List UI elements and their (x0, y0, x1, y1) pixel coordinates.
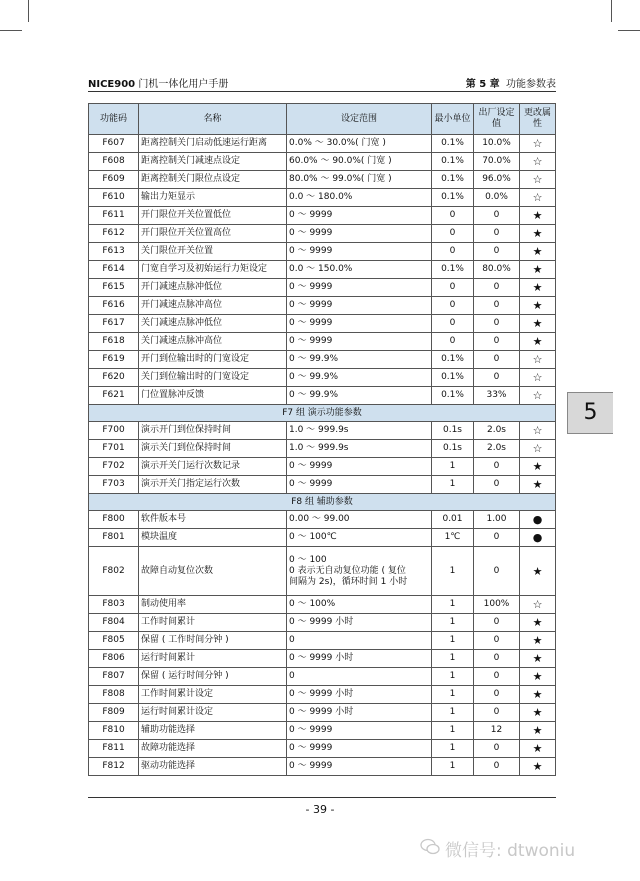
cell-attr: ★ (520, 225, 556, 243)
cell-range: 60.0% ～ 90.0%( 门宽 ) (287, 153, 432, 171)
cell-unit: 0 (432, 333, 474, 351)
cell-default: 12 (474, 722, 520, 740)
cell-attr: ☆ (520, 422, 556, 440)
cell-name: 开门减速点脉冲低位 (139, 279, 287, 297)
watermark: 微信号: dtwoniu (445, 841, 576, 861)
cell-range: 0 ～ 9999 (287, 297, 432, 315)
cell-unit: 0 (432, 243, 474, 261)
cell-unit: 0 (432, 315, 474, 333)
cell-name: 制动使用率 (139, 596, 287, 614)
cell-attr: ★ (520, 261, 556, 279)
cell-code: F800 (89, 511, 139, 529)
table-row (89, 297, 556, 315)
cell-code: F609 (89, 171, 139, 189)
cell-name: 演示开门到位保持时间 (139, 422, 287, 440)
cell-name: 关门减速点脉冲低位 (139, 315, 287, 333)
table-row (89, 351, 556, 369)
cell-unit: 0.1% (432, 153, 474, 171)
cell-attr: ★ (520, 243, 556, 261)
cell-default: 0 (474, 529, 520, 547)
cell-code: F804 (89, 614, 139, 632)
cell-default: 0 (474, 243, 520, 261)
cell-code: F621 (89, 387, 139, 405)
cell-code: F616 (89, 297, 139, 315)
group-row-f8: F8 组 辅助参数 (89, 494, 556, 511)
cell-attr: ★ (520, 668, 556, 686)
table-row (89, 722, 556, 740)
table-row (89, 261, 556, 279)
cell-unit: 1 (432, 740, 474, 758)
cell-name: 工作时间累计设定 (139, 686, 287, 704)
cell-unit: 0.1% (432, 171, 474, 189)
cell-default: 0 (474, 704, 520, 722)
cell-default: 10.0% (474, 135, 520, 153)
cell-attr: ☆ (520, 387, 556, 405)
cell-name: 距离控制关门启动低速运行距离 (139, 135, 287, 153)
cell-name: 工作时间累计 (139, 614, 287, 632)
cell-default: 1.00 (474, 511, 520, 529)
cell-default: 33% (474, 387, 520, 405)
cell-code: F619 (89, 351, 139, 369)
cell-unit: 0.01 (432, 511, 474, 529)
table-row (89, 171, 556, 189)
cell-unit: 1 (432, 704, 474, 722)
cell-unit: 0.1s (432, 422, 474, 440)
cell-range: 0 ～ 9999 小时 (287, 704, 432, 722)
cell-unit: 1 (432, 547, 474, 596)
cell-name: 开门减速点脉冲高位 (139, 297, 287, 315)
chapter-tab: 5 (567, 392, 613, 434)
page-header (88, 73, 556, 92)
cell-range: 80.0% ～ 99.0%( 门宽 ) (287, 171, 432, 189)
cell-name: 关门减速点脉冲高位 (139, 333, 287, 351)
cell-name: 模块温度 (139, 529, 287, 547)
cell-default: 0 (474, 547, 520, 596)
cell-default: 96.0% (474, 171, 520, 189)
manual-title: NICE900 门机一体化用户手册 (88, 79, 229, 90)
cell-range: 0 ～ 9999 (287, 315, 432, 333)
table-row (89, 422, 556, 440)
cell-unit: 1 (432, 650, 474, 668)
cell-unit: 0 (432, 225, 474, 243)
cell-default: 0 (474, 650, 520, 668)
cell-attr: ★ (520, 279, 556, 297)
cell-range: 0 ～ 9999 (287, 458, 432, 476)
cell-default: 80.0% (474, 261, 520, 279)
cell-name: 演示关门到位保持时间 (139, 440, 287, 458)
cell-default: 0 (474, 458, 520, 476)
table-row (89, 369, 556, 387)
cell-attr: ● (520, 511, 556, 529)
cell-code: F803 (89, 596, 139, 614)
crop-mark (618, 30, 640, 31)
cell-code: F607 (89, 135, 139, 153)
table-row (89, 387, 556, 405)
cell-unit: 1 (432, 596, 474, 614)
cell-range: 0 ～ 9999 (287, 758, 432, 776)
cell-name: 开门到位输出时的门宽设定 (139, 351, 287, 369)
cell-unit: 0.1% (432, 351, 474, 369)
cell-range: 0.0% ～ 30.0%( 门宽 ) (287, 135, 432, 153)
cell-code: F809 (89, 704, 139, 722)
cell-range: 0.0 ～ 150.0% (287, 261, 432, 279)
cell-code: F805 (89, 632, 139, 650)
cell-range: 0 ～ 99.9% (287, 387, 432, 405)
cell-code: F611 (89, 207, 139, 225)
cell-attr: ★ (520, 686, 556, 704)
crop-mark (0, 30, 22, 31)
cell-default: 0 (474, 476, 520, 494)
cell-unit: 0.1% (432, 369, 474, 387)
table-row (89, 529, 556, 547)
cell-range: 0 ～ 9999 (287, 207, 432, 225)
cell-code: F614 (89, 261, 139, 279)
cell-name: 保留 ( 运行时间分钟 ) (139, 668, 287, 686)
cell-name: 故障功能选择 (139, 740, 287, 758)
cell-range: 0 (287, 668, 432, 686)
cell-name: 驱动功能选择 (139, 758, 287, 776)
cell-range: 0 ～ 99.9% (287, 369, 432, 387)
cell-code: F610 (89, 189, 139, 207)
cell-default: 0 (474, 351, 520, 369)
table-row (89, 740, 556, 758)
table-row (89, 315, 556, 333)
table-row (89, 458, 556, 476)
cell-range: 0 ～ 99.9% (287, 351, 432, 369)
cell-attr: ★ (520, 476, 556, 494)
cell-range: 0 ～ 9999 小时 (287, 650, 432, 668)
table-row (89, 632, 556, 650)
cell-default: 2.0s (474, 422, 520, 440)
group-row-f7: F7 组 演示功能参数 (89, 405, 556, 422)
cell-name: 门位置脉冲反馈 (139, 387, 287, 405)
table-row (89, 686, 556, 704)
table-row (89, 596, 556, 614)
cell-code: F613 (89, 243, 139, 261)
cell-default: 0 (474, 279, 520, 297)
cell-default: 0 (474, 225, 520, 243)
cell-unit: 1 (432, 722, 474, 740)
cell-unit: 1 (432, 614, 474, 632)
cell-name: 输出力矩显示 (139, 189, 287, 207)
cell-range: 0 ～ 9999 (287, 333, 432, 351)
cell-default: 2.0s (474, 440, 520, 458)
cell-range: 0 ～ 100% (287, 596, 432, 614)
cell-range: 0 ～ 9999 小时 (287, 686, 432, 704)
cell-attr: ☆ (520, 596, 556, 614)
table-row (89, 153, 556, 171)
cell-default: 0 (474, 315, 520, 333)
cell-range: 1.0 ～ 999.9s (287, 440, 432, 458)
cell-attr: ★ (520, 207, 556, 225)
cell-attr: ☆ (520, 369, 556, 387)
table-row (89, 243, 556, 261)
cell-range: 1.0 ～ 999.9s (287, 422, 432, 440)
col-header: 出厂设定值 (474, 104, 520, 135)
cell-attr: ★ (520, 315, 556, 333)
cell-unit: 1 (432, 668, 474, 686)
cell-code: F812 (89, 758, 139, 776)
parameter-table (88, 103, 556, 776)
cell-range: 0 ～ 9999 (287, 225, 432, 243)
crop-mark (28, 0, 29, 22)
cell-name: 运行时间累计 (139, 650, 287, 668)
cell-code: F811 (89, 740, 139, 758)
cell-attr: ★ (520, 758, 556, 776)
table-row (89, 704, 556, 722)
cell-attr: ★ (520, 632, 556, 650)
cell-default: 0 (474, 333, 520, 351)
table-row (89, 135, 556, 153)
cell-code: F620 (89, 369, 139, 387)
cell-attr: ★ (520, 458, 556, 476)
table-row (89, 547, 556, 596)
cell-attr: ☆ (520, 189, 556, 207)
cell-name: 距离控制关门减速点设定 (139, 153, 287, 171)
page-number: - 39 - (305, 803, 335, 816)
cell-name: 开门限位开关位置高位 (139, 225, 287, 243)
cell-range: 0.00 ～ 99.00 (287, 511, 432, 529)
cell-code: F703 (89, 476, 139, 494)
cell-attr: ☆ (520, 135, 556, 153)
cell-unit: 1 (432, 476, 474, 494)
cell-code: F617 (89, 315, 139, 333)
cell-attr: ☆ (520, 153, 556, 171)
cell-default: 0 (474, 740, 520, 758)
cell-unit: 0.1% (432, 189, 474, 207)
table-row (89, 476, 556, 494)
cell-range: 0 ～ 9999 (287, 279, 432, 297)
cell-range: 0 ～ 9999 (287, 476, 432, 494)
table-row (89, 225, 556, 243)
cell-code: F615 (89, 279, 139, 297)
cell-name: 开门限位开关位置低位 (139, 207, 287, 225)
cell-attr: ★ (520, 333, 556, 351)
cell-code: F702 (89, 458, 139, 476)
cell-code: F700 (89, 422, 139, 440)
cell-code: F612 (89, 225, 139, 243)
cell-default: 0.0% (474, 189, 520, 207)
table-row (89, 511, 556, 529)
col-header: 名称 (139, 104, 287, 135)
cell-unit: 0 (432, 297, 474, 315)
cell-attr: ☆ (520, 171, 556, 189)
cell-name: 辅助功能选择 (139, 722, 287, 740)
table-row (89, 614, 556, 632)
cell-code: F802 (89, 547, 139, 596)
cell-unit: 1 (432, 632, 474, 650)
chapter-title: 第 5 章 功能参数表 (465, 79, 556, 90)
cell-range: 0 ～ 9999 (287, 722, 432, 740)
col-header: 设定范围 (287, 104, 432, 135)
cell-attr: ★ (520, 722, 556, 740)
cell-code: F810 (89, 722, 139, 740)
cell-name: 距离控制关门限位点设定 (139, 171, 287, 189)
crop-mark (611, 0, 612, 22)
cell-unit: 0.1% (432, 261, 474, 279)
cell-unit: 0.1% (432, 387, 474, 405)
cell-name: 演示开关门运行次数记录 (139, 458, 287, 476)
cell-range: 0 ～ 9999 (287, 740, 432, 758)
cell-default: 70.0% (474, 153, 520, 171)
cell-default: 0 (474, 614, 520, 632)
cell-default: 0 (474, 632, 520, 650)
col-header: 最小单位 (432, 104, 474, 135)
cell-attr: ★ (520, 704, 556, 722)
cell-range: 0 (287, 632, 432, 650)
cell-range: 0 ～ 9999 小时 (287, 614, 432, 632)
table-row (89, 650, 556, 668)
cell-name: 保留 ( 工作时间分钟 ) (139, 632, 287, 650)
cell-code: F806 (89, 650, 139, 668)
cell-name: 软件版本号 (139, 511, 287, 529)
cell-range: 0 ～ 100℃ (287, 529, 432, 547)
cell-attr: ★ (520, 297, 556, 315)
cell-name: 关门限位开关位置 (139, 243, 287, 261)
wechat-icon (420, 838, 440, 856)
cell-name: 门宽自学习及初始运行力矩设定 (139, 261, 287, 279)
cell-unit: 0.1% (432, 135, 474, 153)
col-header: 更改属性 (520, 104, 556, 135)
cell-code: F618 (89, 333, 139, 351)
cell-default: 0 (474, 686, 520, 704)
cell-default: 100% (474, 596, 520, 614)
cell-name: 演示开关门指定运行次数 (139, 476, 287, 494)
table-row (89, 440, 556, 458)
table-row (89, 333, 556, 351)
table-row (89, 279, 556, 297)
cell-attr: ★ (520, 614, 556, 632)
cell-code: F608 (89, 153, 139, 171)
cell-code: F701 (89, 440, 139, 458)
cell-range: 0 ～ 100 0 表示无自动复位功能 ( 复位 间隔为 2s)，循环时间 1 小时 (287, 547, 432, 596)
table-row (89, 207, 556, 225)
cell-code: F807 (89, 668, 139, 686)
cell-unit: 1 (432, 458, 474, 476)
cell-unit: 1℃ (432, 529, 474, 547)
cell-attr: ★ (520, 740, 556, 758)
cell-range: 0 ～ 9999 (287, 243, 432, 261)
cell-attr: ☆ (520, 351, 556, 369)
table-row (89, 758, 556, 776)
cell-unit: 0 (432, 279, 474, 297)
col-header: 功能码 (89, 104, 139, 135)
cell-unit: 0 (432, 207, 474, 225)
cell-code: F808 (89, 686, 139, 704)
table-row (89, 668, 556, 686)
cell-name: 运行时间累计设定 (139, 704, 287, 722)
cell-default: 0 (474, 758, 520, 776)
cell-default: 0 (474, 207, 520, 225)
cell-default: 0 (474, 668, 520, 686)
cell-code: F801 (89, 529, 139, 547)
cell-default: 0 (474, 297, 520, 315)
cell-unit: 0.1s (432, 440, 474, 458)
cell-attr: ● (520, 529, 556, 547)
cell-name: 关门到位输出时的门宽设定 (139, 369, 287, 387)
cell-attr: ★ (520, 547, 556, 596)
footer-line (88, 797, 556, 798)
cell-attr: ★ (520, 650, 556, 668)
table-header-row (89, 104, 556, 135)
cell-attr: ☆ (520, 440, 556, 458)
cell-range: 0.0 ～ 180.0% (287, 189, 432, 207)
cell-name: 故障自动复位次数 (139, 547, 287, 596)
cell-unit: 1 (432, 686, 474, 704)
table-row (89, 189, 556, 207)
cell-unit: 1 (432, 758, 474, 776)
cell-default: 0 (474, 369, 520, 387)
